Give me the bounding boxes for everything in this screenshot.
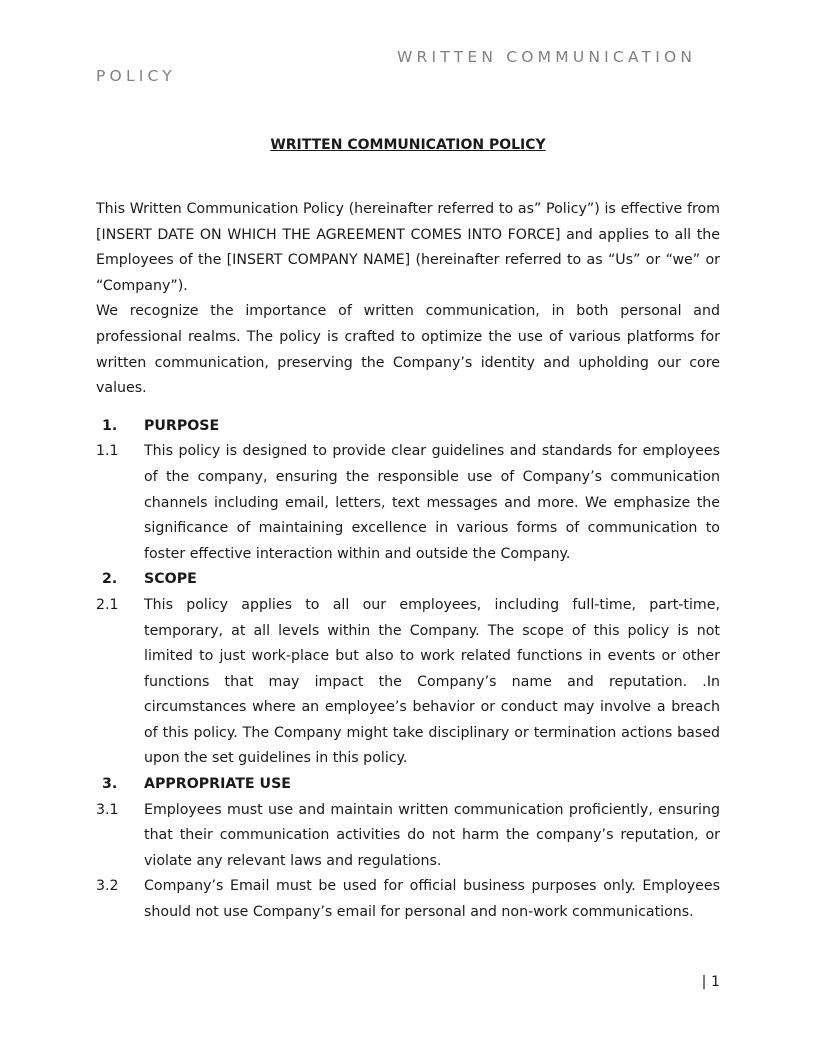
clause-number: 2.1 <box>96 596 119 613</box>
clause-text: Employees must use and maintain written communication proficiently, ensuring that their communication activities do not harm the company’s reputation, or violate any relevant laws and regulations. <box>144 801 720 869</box>
clause-text: Company’s Email must be used for official business purposes only. Employees should not use Company’s email for personal and non-work communications. <box>144 878 720 921</box>
clause <box>96 874 720 925</box>
document-body <box>96 197 720 926</box>
intro-paragraph: This Written Communication Policy (hereinafter referred to as” Policy”) is effective from [INSERT DATE ON WHICH THE AGREEMENT COMES INTO FORCE] and applies to all the Employees of the [INSERT COMPANY NAME] (hereinafter referred to as “Us” or “we” or “Company”). <box>96 201 720 294</box>
document-title-text: WRITTEN COMMUNICATION POLICY <box>270 137 546 153</box>
clause <box>96 593 720 772</box>
clause-number: 3.1 <box>96 801 119 818</box>
clause <box>96 798 720 875</box>
section-heading-text: APPROPRIATE USE <box>144 776 291 793</box>
section-number: 2. <box>102 571 118 588</box>
section-heading <box>96 772 720 798</box>
section-heading-text: SCOPE <box>144 571 197 588</box>
page-number: | 1 <box>701 974 720 990</box>
intro-paragraph: We recognize the importance of written communication, in both personal and professional realms. The policy is crafted to optimize the use of various platforms for written communication, preserving the Company’s identity and upholding our core values. <box>96 303 720 397</box>
header-title-line2: POLICY <box>96 67 176 85</box>
section-number: 3. <box>102 776 118 793</box>
header-title-line1: WRITTEN COMMUNICATION <box>397 48 697 66</box>
section-heading <box>96 414 720 440</box>
clause <box>96 439 720 567</box>
document-title <box>96 136 720 154</box>
section-purpose <box>96 414 720 568</box>
clause-text: This policy is designed to provide clear guidelines and standards for employees of the company, ensuring the responsible use of Company’s communication channels including email, letters, text messages and more. We emphasize the significance of maintaining excellence in various forms of communication to foster effective interaction within and outside the Company. <box>144 443 720 562</box>
clause-number: 3.2 <box>96 878 119 895</box>
clause-text: This policy applies to all our employees, including full-time, part-time, temporary, at all levels within the Company. The scope of this policy is not limited to just work-place but also to work related functions in events or other functions that may impact the Company’s name and reputation. .In circumstances where an employee’s behavior or conduct may involve a breach of this policy. The Company might take disciplinary or termination actions based upon the set guidelines in this policy. <box>144 596 720 767</box>
section-heading-text: PURPOSE <box>144 417 220 434</box>
section-scope <box>96 567 720 772</box>
section-heading <box>96 567 720 593</box>
section-number: 1. <box>102 417 118 434</box>
section-appropriate-use <box>96 772 720 926</box>
clause-number: 1.1 <box>96 443 119 460</box>
